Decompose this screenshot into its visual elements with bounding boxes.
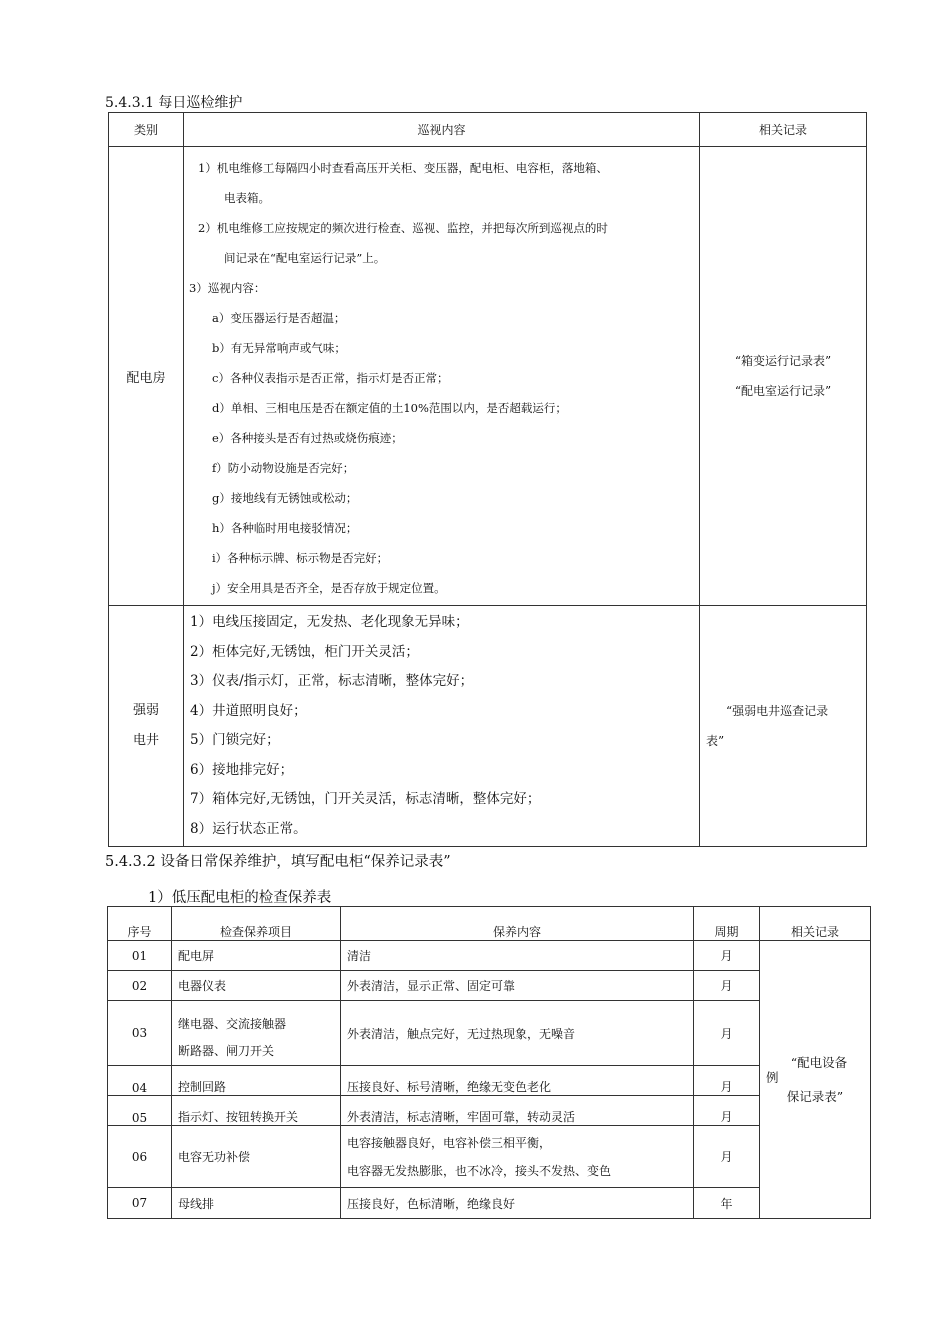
table-row <box>108 1001 871 1066</box>
row-content <box>341 1126 694 1188</box>
category-line: 强弱 <box>132 703 159 718</box>
table-row <box>108 941 871 971</box>
content-line: 1）机电维修工每隔四小时查看高压开关柜、变压器，配电柜、电容柜，落地箱、 <box>198 161 608 175</box>
section-heading-daily-inspection: 5.4.3.1 每日巡检维护 <box>105 95 243 111</box>
category-electrical-shaft <box>109 606 184 847</box>
content-line: b）有无异常响声或气味； <box>212 341 346 355</box>
row-item: 配电屏 <box>172 941 341 971</box>
row-content: 压接良好，色标清晰，绝缘良好 <box>341 1188 694 1219</box>
table-header-row <box>108 907 871 941</box>
content-line: 电表箱。 <box>224 191 270 205</box>
section-heading-daily-maintenance: 5.4.3.2 设备日常保养维护，填写配电柜“保养记录表” <box>105 854 451 870</box>
content-line: 4）井道照明良好； <box>190 702 307 719</box>
content-line: h）各种临时用电接驳情况； <box>212 521 358 535</box>
row-period: 月 <box>694 1066 760 1096</box>
content-line: j）安全用具是否齐全，是否存放于规定位置。 <box>212 581 446 595</box>
row-no: 01 <box>108 941 172 971</box>
content-line: 电容接触器良好，电容补偿三相平衡， <box>347 1135 552 1150</box>
header-content: 保养内容 <box>341 907 694 941</box>
row-no: 06 <box>108 1126 172 1188</box>
electrical-shaft-records <box>700 606 867 847</box>
content-line: 6）接地排完好； <box>190 761 294 778</box>
record-label: “强弱电井巡查记录 <box>726 704 829 718</box>
table-row <box>108 1188 871 1219</box>
row-item <box>172 1001 341 1066</box>
row-content: 压接良好、标号清晰，绝缘无变色老化 <box>341 1066 694 1096</box>
content-line: 3）仪表/指示灯，正常，标志清晰，整体完好； <box>190 673 474 689</box>
row-period: 年 <box>694 1188 760 1219</box>
category-line: 电井 <box>132 733 159 748</box>
header-related-records: 相关记录 <box>700 113 867 147</box>
header-records: 相关记录 <box>760 907 871 941</box>
header-item: 检查保养项目 <box>172 907 341 941</box>
row-no: 02 <box>108 971 172 1001</box>
row-period: 月 <box>694 1096 760 1126</box>
content-line: 5）门锁完好； <box>190 732 280 748</box>
record-label: “配电室运行记录” <box>734 384 832 398</box>
content-line: d）单相、三相电压是否在额定值的土10%范围以内，是否超载运行； <box>212 401 567 415</box>
table-row <box>108 1096 871 1126</box>
maintenance-records <box>760 941 871 1219</box>
content-line: 2）机电维修工应按规定的频次进行检查、巡视、监控，并把每次所到巡视点的时 <box>198 221 608 235</box>
table-row-distribution-room <box>109 147 867 606</box>
record-label: “箱变运行记录表” <box>734 354 832 368</box>
record-line: 例 <box>766 1070 779 1085</box>
table-row <box>108 1066 871 1096</box>
row-content: 外表清洁，触点完好，无过热现象，无噪音 <box>341 1001 694 1066</box>
daily-inspection-table <box>108 112 867 847</box>
content-line: c）各种仪表指示是否正常，指示灯是否正常； <box>212 371 449 385</box>
content-line: f）防小动物设施是否完好； <box>212 461 355 475</box>
row-item: 母线排 <box>172 1188 341 1219</box>
item-line: 继电器、交流接触器 <box>178 1017 287 1031</box>
row-no: 03 <box>108 1001 172 1066</box>
row-content: 外表清洁，标志清晰，牢固可靠，转动灵活 <box>341 1096 694 1126</box>
item-line: 断路器、闸刀开关 <box>178 1044 275 1058</box>
content-line: e）各种接头是否有过热或烧伤痕迹； <box>212 431 403 445</box>
content-line: 电容器无发热膨胀，也不冰冷，接头不发热、变色 <box>347 1163 612 1178</box>
content-line: 2）柜体完好,无锈蚀，柜门开关灵活； <box>190 643 419 660</box>
content-line: 1）电线压接固定，无发热、老化现象无异味； <box>190 614 469 630</box>
row-period: 月 <box>694 1001 760 1066</box>
row-item: 电容无功补偿 <box>172 1126 341 1188</box>
row-item: 指示灯、按钮转换开关 <box>172 1096 341 1126</box>
table-row <box>108 971 871 1001</box>
content-line: 7）箱体完好,无锈蚀，门开关灵活，标志清晰，整体完好； <box>190 791 541 807</box>
table-row <box>108 1126 871 1188</box>
row-no: 04 <box>108 1066 172 1096</box>
row-item: 电器仪表 <box>172 971 341 1001</box>
row-no: 07 <box>108 1188 172 1219</box>
electrical-shaft-content <box>184 606 700 847</box>
content-line: 间记录在“配电室运行记录”上。 <box>224 251 386 265</box>
row-no: 05 <box>108 1096 172 1126</box>
category-distribution-room: 配电房 <box>109 147 184 606</box>
record-line: 保记录表” <box>786 1089 844 1104</box>
header-inspection-content: 巡视内容 <box>184 113 700 147</box>
distribution-room-records <box>700 147 867 606</box>
table-header-row <box>109 113 867 147</box>
row-content: 清洁 <box>341 941 694 971</box>
distribution-room-content <box>184 147 700 606</box>
row-item: 控制回路 <box>172 1066 341 1096</box>
row-period: 月 <box>694 941 760 971</box>
header-no: 序号 <box>108 907 172 941</box>
low-voltage-cabinet-maintenance-table <box>107 906 871 1219</box>
content-line: 8）运行状态正常。 <box>190 820 307 837</box>
subsection-heading-low-voltage-cabinet: 1）低压配电柜的检查保养表 <box>148 890 332 906</box>
header-period: 周期 <box>694 907 760 941</box>
content-line: i）各种标示牌、标示物是否完好； <box>212 551 389 565</box>
content-line: a）变压器运行是否超温； <box>212 311 346 325</box>
row-period: 月 <box>694 971 760 1001</box>
content-line: 3）巡视内容： <box>189 281 266 295</box>
content-line: g）接地线有无锈蚀或松动； <box>212 491 358 505</box>
table-row-electrical-shaft <box>109 606 867 847</box>
record-line: “配电设备 <box>790 1055 848 1070</box>
header-category: 类别 <box>109 113 184 147</box>
row-content: 外表清洁，显示正常、固定可靠 <box>341 971 694 1001</box>
record-label: 表” <box>706 734 725 748</box>
row-period: 月 <box>694 1126 760 1188</box>
